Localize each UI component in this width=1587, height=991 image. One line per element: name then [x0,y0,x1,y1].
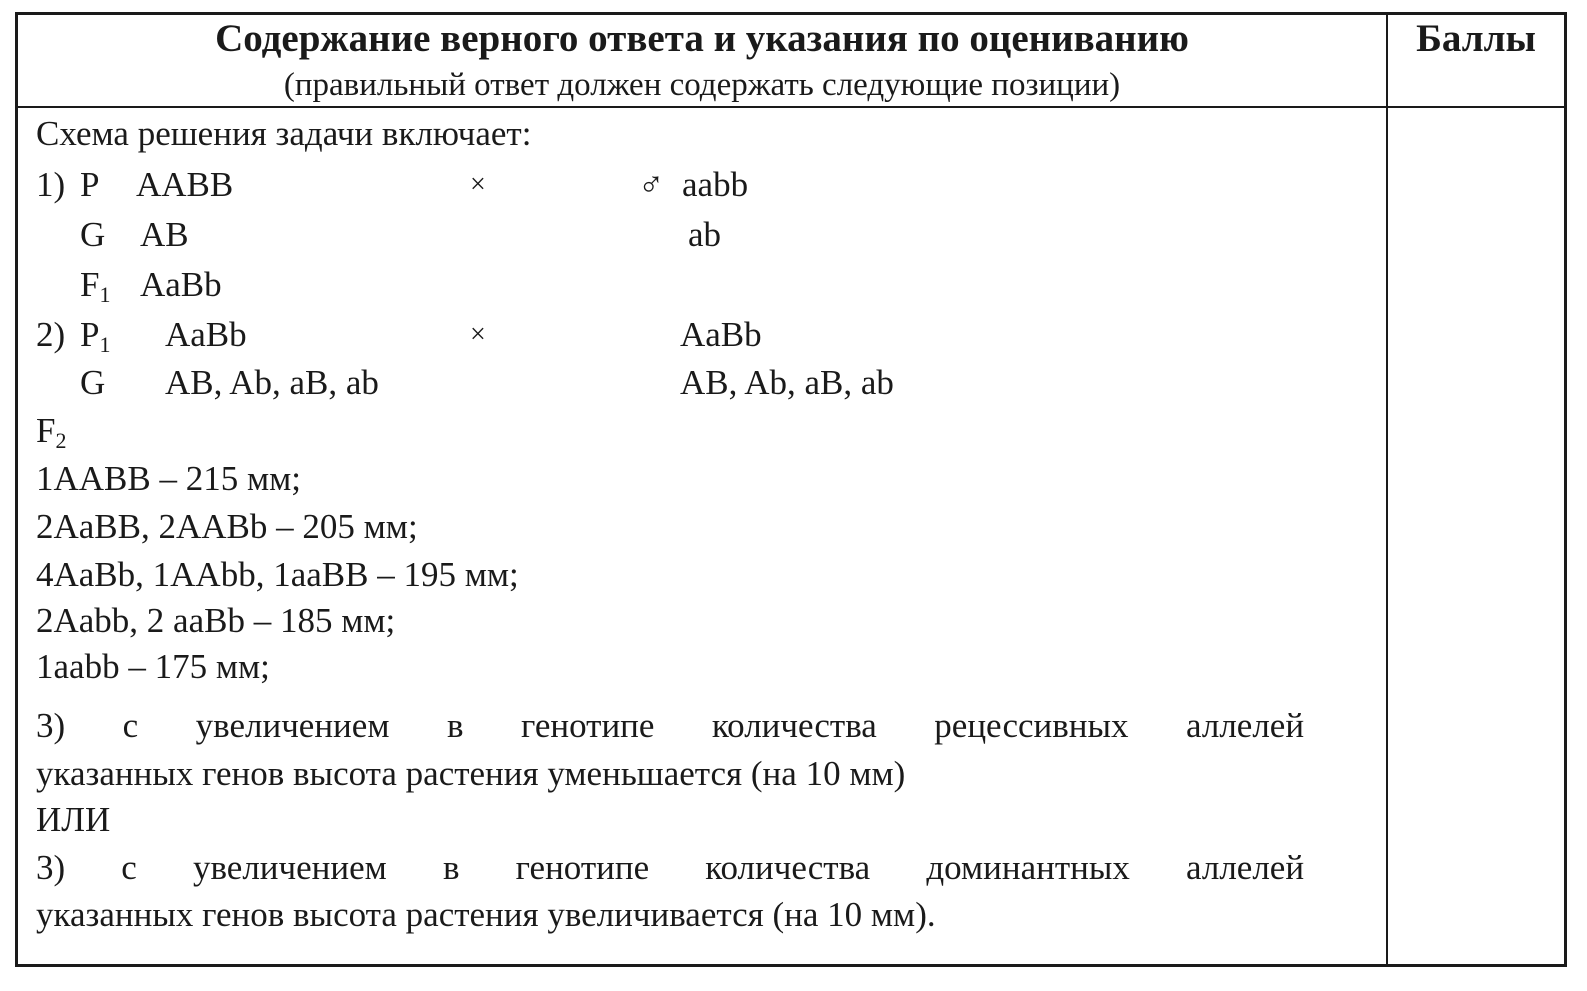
or-label: ИЛИ [36,800,111,839]
step2-p-male: AaBb [680,315,762,354]
header-title: Содержание верного ответа и указания по оцениванию [215,17,1189,60]
step3b-line1: 3) с увеличением в генотипе количества доминантных аллелей [36,848,1305,887]
step2-g-female: AB, Ab, aB, ab [165,363,379,402]
result-line: 1aabb – 175 мм; [36,647,270,686]
step1-g-label: G [80,215,106,254]
step3a-line2: указанных генов высота растения уменьшается (на 10 мм) [36,754,906,793]
step2-cross: × [470,319,486,350]
result-line: 2AaBB, 2AABb – 205 мм; [36,507,418,546]
step1-f-genotype: AaBb [140,265,222,304]
step1-p-female: AABB [136,165,234,204]
step1-cross: × [470,169,486,200]
result-line: 1AABB – 215 мм; [36,459,302,498]
step2-p-label: $P_1$ [80,315,111,357]
step1-p-label: P [80,165,100,204]
result-line: 4AaBb, 1AAbb, 1aaBB – 195 мм; [36,555,519,594]
step1-p-male: aabb [682,165,749,204]
step1-f-label: $F_1$ [80,265,111,307]
step1-g-female: AB [140,215,189,254]
step3b-line2: указанных генов высота растения увеличивается (на 10 мм). [36,895,936,934]
step2-g-male: AB, Ab, aB, ab [680,363,894,402]
step2-f2-label: $F_2$ [36,411,67,453]
male-symbol-icon: ♂ [638,165,665,204]
step1-g-male: ab [688,215,722,254]
step3a-line1: 3) с увеличением в генотипе количества рецессивных аллелей [36,706,1305,745]
header-points: Баллы [1416,17,1536,60]
header-divider [15,106,1567,108]
step2-p-female: AaBb [165,315,247,354]
result-line: 2Aabb, 2 aaBb – 185 мм; [36,601,396,640]
step2-number: 2) [36,315,66,354]
step1-number: 1) [36,165,66,204]
header-subtitle: (правильный ответ должен содержать следующие позиции) [283,67,1121,103]
step2-g-label: G [80,363,106,402]
intro-text: Схема решения задачи включает: [36,114,532,153]
column-divider [1386,12,1388,967]
